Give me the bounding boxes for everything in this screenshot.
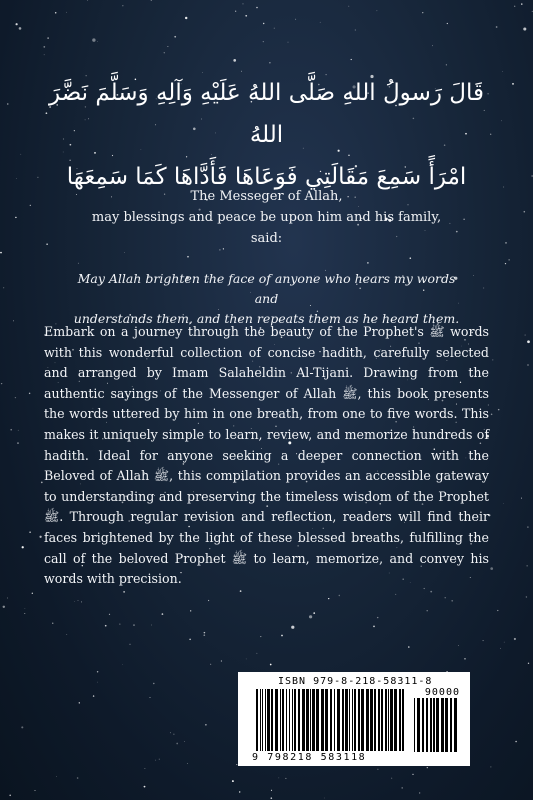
arabic-line-2: امْرَأً سَمِعَ مَقَالَتِي فَوَعَاهَا فَأَدَّاهَا كَمَا سَمِعَهَا xyxy=(66,164,467,190)
barcode-bar xyxy=(361,689,364,751)
barcode-bar xyxy=(345,689,348,751)
barcode-bar xyxy=(298,689,300,751)
barcode-bar xyxy=(445,698,448,752)
barcode-bar xyxy=(282,689,284,751)
barcode-bar xyxy=(378,689,380,751)
barcode-bar xyxy=(321,689,324,751)
barcode-bar xyxy=(385,689,387,751)
barcode-bar xyxy=(358,689,360,751)
barcode-bar xyxy=(294,689,296,751)
barcode-bar xyxy=(256,689,258,751)
addon-barcode-bars xyxy=(414,698,460,752)
barcode-bar xyxy=(390,689,393,751)
intro-attribution xyxy=(60,186,473,249)
barcode-bar xyxy=(265,689,266,751)
arabic-line-1: قَالَ رَسولُ اللهِ صَلَّى اللهُ عَلَيْهِ وَآلِهِ وَسَلَّمَ نَضَّرَ اللهُ xyxy=(49,80,484,148)
barcode-bar xyxy=(422,698,424,752)
barcode-bar xyxy=(316,689,319,751)
intro-line-2: may blessings and peace be upon him and his family, xyxy=(91,210,442,225)
barcode-bar xyxy=(402,689,404,751)
isbn-barcode xyxy=(238,672,470,766)
barcode-bar xyxy=(414,698,415,752)
barcode-bar xyxy=(334,689,335,751)
intro-line-3: said: xyxy=(250,231,283,246)
barcode-bar xyxy=(306,689,309,751)
barcode-bar xyxy=(349,689,350,751)
barcode-bar xyxy=(267,689,270,751)
barcode-bar xyxy=(381,689,383,751)
barcode-bar xyxy=(337,689,340,751)
barcode-bar xyxy=(417,698,420,752)
barcode-bar xyxy=(354,689,356,751)
barcode-bar xyxy=(450,698,452,752)
barcode-bar xyxy=(302,689,305,751)
barcode-bars xyxy=(256,689,406,751)
barcode-bar xyxy=(312,689,315,751)
barcode-bar xyxy=(366,689,369,751)
barcode-bar xyxy=(388,689,389,751)
arabic-hadith xyxy=(40,72,493,198)
intro-line-1: The Messeger of Allah, xyxy=(190,189,343,204)
hadith-translation-quote xyxy=(70,269,463,329)
barcode-digits: 9 798218 583118 xyxy=(252,752,367,763)
barcode-bar xyxy=(289,689,290,751)
barcode-bar xyxy=(454,698,457,752)
barcode-bar xyxy=(325,689,328,751)
price-code: 90000 xyxy=(424,687,460,698)
quote-line-1: May Allah brighten the face of anyone who hears my words and xyxy=(77,271,456,306)
barcode-bar xyxy=(342,689,344,751)
isbn-label: ISBN 979-8-218-58311-8 xyxy=(278,676,433,687)
barcode-bar xyxy=(260,689,261,751)
barcode-bar xyxy=(426,698,428,752)
book-description: Embark on a journey through the beauty of the Prophet's ﷺ words with this wonderful collection of concise hadith, carefully selected and arranged by Imam Salaheldin Al-Tijani. Drawing from the authentic sayings of the Messenger of Allah ﷺ, this book presents the words uttered by him in one breath, from one to five words. This makes it uniquely simple to learn, review, and memorize hundreds of hadith. Ideal for anyone seeking a deeper connection with the Beloved of Allah ﷺ, this compilation provides an accessible gateway to understanding and preserving the timeless wisdom of the Prophet ﷺ. Through regular revision and reflection, readers will find their faces brightened by the light of these blessed breaths, fulfilling the call of the beloved Prophet ﷺ to learn, memorize, and convey his words with precision. xyxy=(44,324,489,587)
barcode-bar xyxy=(394,689,397,751)
barcode-bar xyxy=(262,689,263,751)
barcode-bar xyxy=(310,689,311,751)
barcode-bar xyxy=(399,689,401,751)
barcode-bar xyxy=(280,689,281,751)
barcode-bar xyxy=(275,689,278,751)
barcode-bar xyxy=(441,698,444,752)
barcode-bar xyxy=(271,689,273,751)
barcode-bar xyxy=(430,698,432,752)
barcode-bar xyxy=(370,689,373,751)
barcode-bar xyxy=(330,689,332,751)
barcode-bar xyxy=(286,689,287,751)
barcode-bar xyxy=(436,698,439,752)
barcode-bar xyxy=(352,689,353,751)
barcode-bar xyxy=(292,689,293,751)
barcode-bar xyxy=(433,698,435,752)
barcode-bar xyxy=(374,689,376,751)
quote-line-2: understands them, and then repeats them as he heard them. xyxy=(73,311,460,326)
